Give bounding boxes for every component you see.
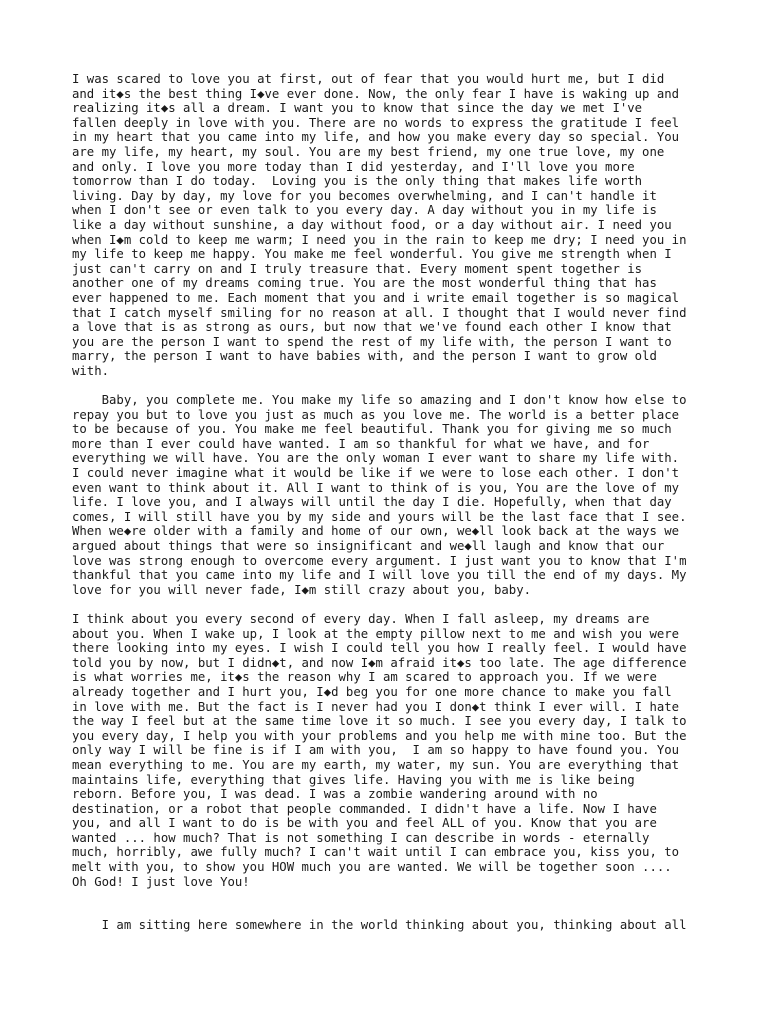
text-line: just can't carry on and I truly treasure that. Every moment spent together is (72, 261, 643, 276)
text-line: to be because of you. You make me feel beautiful. Thank you for giving me so much (72, 422, 672, 437)
text-line: melt with you, to show you HOW much you are wanted. We will be together soon .... (72, 860, 672, 875)
text-line: another one of my dreams coming true. You are the most wonderful thing that has (72, 276, 657, 291)
text-line: love for you will never fade, I◆m still crazy about you, baby. (72, 582, 532, 597)
document-page (72, 72, 712, 933)
text-line: I was scared to love you at first, out of fear that you would hurt me, but I did (72, 72, 665, 86)
paragraph-2 (72, 393, 712, 597)
text-line: told you by now, but I didn◆t, and now I◆m afraid it◆s too late. The age difference (72, 655, 687, 670)
paragraph-gap (72, 889, 712, 918)
text-line: there looking into my eyes. I wish I could tell you how I really feel. I would have (72, 641, 687, 656)
text-line: much, horribly, awe fully much? I can't wait until I can embrace you, kiss you, to (72, 845, 680, 860)
text-line: comes, I will still have you by my side and yours will be the last face that I see. (72, 509, 687, 524)
text-line: when I don't see or even talk to you every day. A day without you in my life is (72, 203, 657, 218)
text-line: marry, the person I want to have babies with, and the person I want to grow old (72, 349, 657, 364)
text-line: I am sitting here somewhere in the world thinking about you, thinking about all (72, 918, 687, 933)
text-line: when I◆m cold to keep me warm; I need you in the rain to keep me dry; I need you in (72, 232, 687, 247)
paragraph-gap (72, 597, 712, 612)
text-line: more than I ever could have wanted. I am so thankful for what we have, and for (72, 436, 650, 451)
text-line: in love with me. But the fact is I never had you I don◆t think I ever will. I hate (72, 699, 680, 714)
text-line: tomorrow than I do today. Loving you is the only thing that makes life worth (72, 174, 643, 189)
text-line: destination, or a robot that people commanded. I didn't have a life. Now I have (72, 801, 657, 816)
text-line: maintains life, everything that gives life. Having you with me is like being (72, 772, 635, 787)
text-line: realizing it◆s all a dream. I want you to know that since the day we met I've (72, 101, 643, 116)
text-line: everything we will have. You are the only woman I ever want to share my life with. (72, 451, 680, 466)
text-line: you, and all I want to do is be with you and feel ALL of you. Know that you are (72, 816, 657, 831)
text-line: even want to think about it. All I want to think of is you, You are the love of my (72, 480, 680, 495)
text-line: Oh God! I just love You! (72, 874, 250, 889)
text-line: mean everything to me. You are my earth, my water, my sun. You are everything that (72, 757, 680, 772)
text-line: repay you but to love you just as much as you love me. The world is a better place (72, 407, 680, 422)
text-line: that I catch myself smiling for no reason at all. I thought that I would never find (72, 305, 687, 320)
paragraph-4 (72, 918, 712, 933)
text-line: the way I feel but at the same time love it so much. I see you every day, I talk to (72, 714, 687, 729)
text-line: Baby, you complete me. You make my life so amazing and I don't know how else to (72, 393, 687, 408)
text-line: love was strong enough to overcome every argument. I just want you to know that I'm (72, 553, 687, 568)
text-line: is what worries me, it◆s the reason why I am scared to approach you. If we were (72, 670, 657, 685)
text-line: I could never imagine what it would be like if we were to lose each other. I don't (72, 466, 680, 481)
text-line: argued about things that were so insignificant and we◆ll laugh and know that our (72, 539, 665, 553)
text-line: are my life, my heart, my soul. You are my best friend, my one true love, my one (72, 144, 665, 159)
text-line: about you. When I wake up, I look at the empty pillow next to me and wish you were (72, 626, 680, 641)
paragraph-3 (72, 612, 712, 889)
text-line: with. (72, 363, 110, 378)
paragraph-gap (72, 378, 712, 393)
text-line: I think about you every second of every day. When I fall asleep, my dreams are (72, 611, 650, 626)
text-line: my life to keep me happy. You make me feel wonderful. You give me strength when I (72, 247, 672, 262)
text-line: only way I will be fine is if I am with you, I am so happy to have found you. You (72, 743, 680, 758)
text-line: a love that is as strong as ours, but now that we've found each other I know that (72, 320, 672, 335)
text-line: in my heart that you came into my life, and how you make every day so special. You (72, 130, 680, 145)
text-line: you every day, I help you with your problems and you help me with mine too. But the (72, 728, 687, 743)
text-line: reborn. Before you, I was dead. I was a zombie wandering around with no (72, 787, 598, 802)
paragraph-1 (72, 72, 712, 378)
text-line: fallen deeply in love with you. There are no words to express the gratitude I feel (72, 115, 680, 130)
text-line: thankful that you came into my life and I will love you till the end of my days. My (72, 568, 687, 583)
text-line: ever happened to me. Each moment that you and i write email together is so magical (72, 290, 680, 305)
text-line: living. Day by day, my love for you becomes overwhelming, and I can't handle it (72, 188, 657, 203)
text-line: life. I love you, and I always will until the day I die. Hopefully, when that day (72, 495, 672, 510)
text-line: and only. I love you more today than I did yesterday, and I'll love you more (72, 159, 635, 174)
text-line: and it◆s the best thing I◆ve ever done. Now, the only fear I have is waking up and (72, 86, 680, 101)
text-line: already together and I hurt you, I◆d beg you for one more chance to make you fall (72, 684, 672, 699)
text-line: When we◆re older with a family and home of our own, we◆ll look back at the ways we (72, 524, 680, 539)
text-line: wanted ... how much? That is not something I can describe in words - eternally (72, 830, 650, 845)
text-line: like a day without sunshine, a day without food, or a day without air. I need you (72, 217, 672, 232)
text-line: you are the person I want to spend the rest of my life with, the person I want to (72, 334, 672, 349)
